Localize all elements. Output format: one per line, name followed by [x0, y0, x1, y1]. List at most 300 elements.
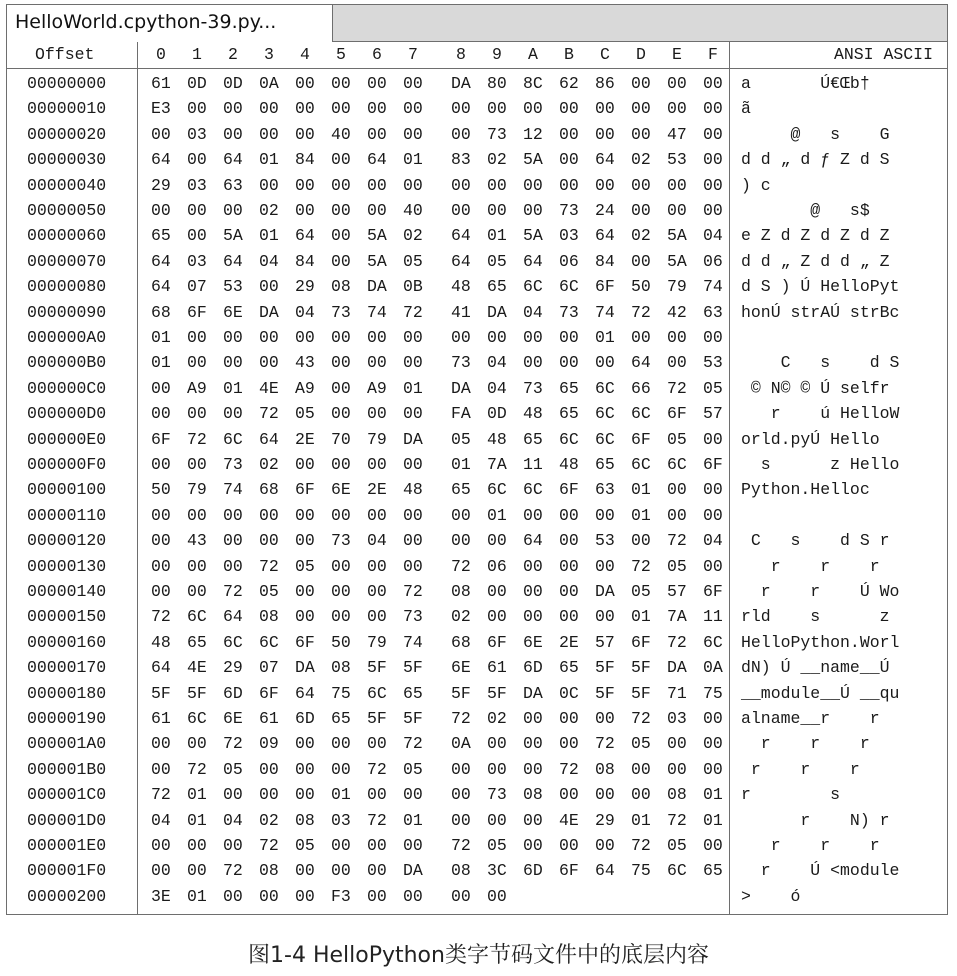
hex-byte[interactable]: 73 — [559, 302, 579, 322]
hex-byte[interactable]: 48 — [559, 455, 579, 474]
hex-byte[interactable]: 01 — [151, 353, 171, 373]
hex-byte[interactable]: 00 — [331, 226, 351, 246]
hex-byte[interactable]: 53 — [703, 353, 723, 373]
hex-byte[interactable]: 01 — [187, 886, 207, 906]
hex-byte[interactable]: 72 — [631, 709, 651, 728]
hex-byte[interactable]: 01 — [487, 505, 507, 525]
hex-byte[interactable]: 00 — [595, 785, 615, 805]
hex-byte[interactable]: 00 — [331, 734, 351, 754]
hex-byte[interactable]: 00 — [487, 582, 507, 601]
hex-byte[interactable]: 5F — [631, 658, 651, 678]
row-ascii[interactable]: r ú HelloW — [741, 404, 900, 424]
hex-byte[interactable]: 64 — [223, 150, 243, 170]
hex-byte[interactable]: 64 — [151, 277, 171, 297]
hex-byte[interactable]: 00 — [703, 124, 723, 144]
hex-byte[interactable]: 5A — [223, 226, 243, 246]
hex-byte[interactable]: 00 — [223, 404, 243, 424]
hex-byte[interactable]: 02 — [631, 150, 651, 170]
hex-byte[interactable]: 01 — [487, 226, 507, 246]
hex-byte[interactable]: 83 — [451, 150, 471, 170]
hex-byte[interactable]: 01 — [331, 785, 351, 805]
hex-byte[interactable]: 0D — [187, 74, 207, 93]
hex-byte[interactable]: 09 — [259, 734, 279, 754]
hex-byte[interactable]: 00 — [187, 582, 207, 601]
hex-byte[interactable]: 57 — [667, 582, 687, 601]
hex-byte[interactable]: 43 — [295, 353, 315, 373]
hex-byte[interactable]: 72 — [223, 582, 243, 601]
hex-byte[interactable]: 00 — [151, 556, 171, 576]
hex-byte[interactable]: 00 — [367, 175, 387, 195]
hex-byte[interactable]: 00 — [295, 175, 315, 195]
hex-byte[interactable]: 00 — [331, 759, 351, 779]
hex-byte[interactable]: 07 — [259, 658, 279, 678]
hex-byte[interactable]: 00 — [559, 836, 579, 855]
hex-byte[interactable]: 00 — [595, 124, 615, 144]
hex-byte[interactable]: 5A — [667, 226, 687, 246]
hex-byte[interactable]: 50 — [151, 480, 171, 500]
hex-byte[interactable]: 00 — [451, 124, 471, 144]
hex-byte[interactable]: 50 — [631, 277, 651, 297]
hex-byte[interactable]: 6F — [559, 480, 579, 500]
hex-byte[interactable]: 00 — [187, 150, 207, 170]
hex-byte[interactable]: 72 — [367, 810, 387, 830]
hex-byte[interactable]: 00 — [523, 556, 543, 576]
hex-byte[interactable]: 64 — [151, 251, 171, 271]
hex-byte[interactable]: 48 — [487, 429, 507, 449]
row-ascii[interactable]: honÚ strAÚ strBc — [741, 302, 900, 322]
hex-byte[interactable]: 05 — [667, 836, 687, 855]
row-ascii[interactable]: __module__Ú __qu — [741, 683, 900, 703]
hex-byte[interactable]: 00 — [487, 328, 507, 347]
hex-byte[interactable]: 72 — [631, 302, 651, 322]
hex-byte[interactable]: 5A — [523, 226, 543, 246]
hex-byte[interactable]: 41 — [451, 302, 471, 322]
hex-byte[interactable]: 57 — [595, 632, 615, 652]
hex-byte[interactable]: E3 — [151, 99, 171, 119]
hex-byte[interactable]: 11 — [523, 455, 543, 474]
hex-byte[interactable]: 6F — [187, 302, 207, 322]
hex-byte[interactable]: 00 — [295, 74, 315, 93]
hex-byte[interactable]: 00 — [331, 328, 351, 347]
hex-byte[interactable]: 00 — [367, 328, 387, 347]
hex-byte[interactable]: 72 — [187, 759, 207, 779]
hex-byte[interactable]: 00 — [295, 99, 315, 119]
hex-byte[interactable]: 00 — [703, 150, 723, 170]
row-ascii[interactable]: s z Hello — [741, 455, 900, 474]
hex-byte[interactable]: 00 — [403, 455, 423, 474]
hex-byte[interactable]: 00 — [595, 99, 615, 119]
hex-byte[interactable]: 00 — [367, 455, 387, 474]
hex-byte[interactable]: 01 — [631, 480, 651, 500]
hex-byte[interactable]: 00 — [295, 886, 315, 906]
hex-byte[interactable]: 00 — [331, 836, 351, 855]
hex-byte[interactable]: 00 — [367, 353, 387, 373]
hex-byte[interactable]: 6D — [523, 861, 543, 881]
hex-byte[interactable]: 74 — [703, 277, 723, 297]
hex-byte[interactable]: 05 — [403, 759, 423, 779]
hex-byte[interactable]: 00 — [403, 556, 423, 576]
hex-byte[interactable]: 00 — [703, 328, 723, 347]
hex-byte[interactable]: 6C — [367, 683, 387, 703]
hex-byte[interactable]: 6C — [559, 277, 579, 297]
hex-byte[interactable]: 5F — [403, 709, 423, 728]
hex-byte[interactable]: 00 — [259, 886, 279, 906]
hex-byte[interactable]: 00 — [667, 734, 687, 754]
hex-byte[interactable]: 72 — [151, 785, 171, 805]
hex-byte[interactable]: 04 — [523, 302, 543, 322]
hex-byte[interactable]: A9 — [187, 378, 207, 398]
hex-byte[interactable]: 05 — [631, 582, 651, 601]
hex-byte[interactable]: 00 — [559, 734, 579, 754]
hex-byte[interactable]: 01 — [187, 810, 207, 830]
hex-byte[interactable]: 72 — [259, 836, 279, 855]
hex-byte[interactable]: 79 — [367, 632, 387, 652]
hex-byte[interactable]: 00 — [403, 353, 423, 373]
hex-byte[interactable]: 65 — [331, 709, 351, 728]
hex-byte[interactable]: 00 — [703, 709, 723, 728]
hex-byte[interactable]: 00 — [331, 251, 351, 271]
hex-byte[interactable]: 08 — [331, 277, 351, 297]
hex-byte[interactable]: 03 — [187, 251, 207, 271]
hex-byte[interactable]: 01 — [451, 455, 471, 474]
hex-byte[interactable]: 5A — [367, 226, 387, 246]
hex-byte[interactable]: 6F — [703, 455, 723, 474]
hex-byte[interactable]: 00 — [703, 99, 723, 119]
hex-byte[interactable]: 80 — [487, 74, 507, 93]
hex-byte[interactable]: 00 — [487, 810, 507, 830]
hex-byte[interactable]: 00 — [295, 861, 315, 881]
hex-byte[interactable]: 00 — [595, 175, 615, 195]
hex-byte[interactable]: 00 — [703, 201, 723, 220]
hex-byte[interactable]: DA — [295, 658, 315, 678]
hex-byte[interactable]: 12 — [523, 124, 543, 144]
hex-byte[interactable]: 00 — [259, 124, 279, 144]
hex-byte[interactable]: 65 — [559, 404, 579, 424]
hex-byte[interactable]: 00 — [523, 353, 543, 373]
hex-byte[interactable]: 00 — [631, 328, 651, 347]
hex-byte[interactable]: 65 — [559, 658, 579, 678]
hex-byte[interactable]: FA — [451, 404, 471, 424]
hex-byte[interactable]: 00 — [259, 531, 279, 551]
hex-byte[interactable]: 72 — [451, 709, 471, 728]
hex-byte[interactable]: 72 — [403, 734, 423, 754]
hex-byte[interactable]: 00 — [631, 531, 651, 551]
hex-byte[interactable]: 00 — [187, 226, 207, 246]
hex-byte[interactable]: 00 — [523, 505, 543, 525]
hex-byte[interactable]: 00 — [595, 836, 615, 855]
hex-byte[interactable]: 00 — [331, 378, 351, 398]
hex-byte[interactable]: 00 — [403, 124, 423, 144]
row-ascii[interactable]: alname__r r — [741, 709, 880, 728]
hex-byte[interactable]: 00 — [331, 74, 351, 93]
hex-byte[interactable]: 00 — [331, 455, 351, 474]
hex-byte[interactable]: 72 — [631, 556, 651, 576]
row-ascii[interactable]: d S ) Ú HelloPyt — [741, 277, 900, 297]
hex-byte[interactable]: 84 — [595, 251, 615, 271]
row-ascii[interactable]: © N© © Ú selfr — [741, 378, 890, 398]
hex-byte[interactable]: 01 — [703, 810, 723, 830]
hex-byte[interactable]: 00 — [367, 556, 387, 576]
hex-byte[interactable]: 75 — [703, 683, 723, 703]
hex-byte[interactable]: 00 — [559, 328, 579, 347]
hex-byte[interactable]: 57 — [703, 404, 723, 424]
hex-byte[interactable]: DA — [403, 429, 423, 449]
hex-byte[interactable]: 5F — [367, 658, 387, 678]
hex-byte[interactable]: 00 — [403, 785, 423, 805]
hex-byte[interactable]: 00 — [451, 785, 471, 805]
hex-byte[interactable]: 00 — [631, 124, 651, 144]
hex-byte[interactable]: 00 — [559, 607, 579, 627]
hex-byte[interactable]: 64 — [295, 226, 315, 246]
hex-byte[interactable]: 64 — [259, 429, 279, 449]
hex-byte[interactable]: DA — [403, 861, 423, 881]
hex-byte[interactable]: 61 — [151, 709, 171, 728]
hex-byte[interactable]: 00 — [451, 810, 471, 830]
hex-byte[interactable]: A9 — [295, 378, 315, 398]
hex-byte[interactable]: 05 — [295, 836, 315, 855]
hex-byte[interactable]: 00 — [367, 582, 387, 601]
hex-byte[interactable]: 02 — [451, 607, 471, 627]
hex-byte[interactable]: 08 — [451, 582, 471, 601]
hex-byte[interactable]: 0A — [451, 734, 471, 754]
hex-byte[interactable]: 5F — [595, 658, 615, 678]
hex-byte[interactable]: 01 — [631, 505, 651, 525]
hex-byte[interactable]: 00 — [451, 328, 471, 347]
hex-byte[interactable]: 00 — [703, 836, 723, 855]
row-ascii[interactable]: C s d S — [741, 353, 900, 373]
hex-byte[interactable]: 05 — [667, 556, 687, 576]
hex-byte[interactable]: 72 — [595, 734, 615, 754]
row-ascii[interactable]: a Ú€Œb† — [741, 74, 870, 93]
row-ascii[interactable]: ) c — [741, 175, 771, 195]
hex-byte[interactable]: 00 — [451, 531, 471, 551]
hex-byte[interactable]: 61 — [487, 658, 507, 678]
hex-byte[interactable]: 6C — [223, 632, 243, 652]
hex-byte[interactable]: 00 — [667, 175, 687, 195]
row-ascii[interactable]: rld s z — [741, 607, 890, 627]
hex-byte[interactable]: 00 — [151, 759, 171, 779]
hex-byte[interactable]: 6C — [631, 455, 651, 474]
hex-byte[interactable]: 50 — [331, 632, 351, 652]
hex-byte[interactable]: 00 — [451, 99, 471, 119]
hex-byte[interactable]: 00 — [187, 556, 207, 576]
hex-byte[interactable]: 00 — [403, 505, 423, 525]
row-ascii[interactable]: r r r — [741, 556, 880, 576]
hex-byte[interactable]: 6F — [631, 632, 651, 652]
row-ascii[interactable]: HelloPython.Worl — [741, 632, 900, 652]
hex-byte[interactable]: 00 — [451, 505, 471, 525]
hex-byte[interactable]: 00 — [295, 455, 315, 474]
hex-byte[interactable]: 00 — [295, 505, 315, 525]
hex-byte[interactable]: 00 — [331, 861, 351, 881]
hex-byte[interactable]: 00 — [259, 759, 279, 779]
hex-byte[interactable]: 00 — [667, 201, 687, 220]
hex-byte[interactable]: 6D — [523, 658, 543, 678]
hex-byte[interactable]: 00 — [151, 861, 171, 881]
hex-byte[interactable]: 6F — [295, 480, 315, 500]
hex-byte[interactable]: 01 — [151, 328, 171, 347]
hex-byte[interactable]: 05 — [703, 378, 723, 398]
hex-byte[interactable]: 72 — [259, 556, 279, 576]
hex-byte[interactable]: 72 — [667, 378, 687, 398]
hex-byte[interactable]: 05 — [631, 734, 651, 754]
hex-byte[interactable]: 00 — [367, 861, 387, 881]
hex-byte[interactable]: 00 — [259, 277, 279, 297]
hex-byte[interactable]: 65 — [451, 480, 471, 500]
hex-byte[interactable]: 00 — [703, 759, 723, 779]
hex-byte[interactable]: 03 — [559, 226, 579, 246]
hex-byte[interactable]: 73 — [403, 607, 423, 627]
hex-byte[interactable]: 00 — [631, 251, 651, 271]
row-ascii[interactable]: r N) r — [741, 810, 890, 830]
hex-byte[interactable]: 00 — [595, 353, 615, 373]
hex-byte[interactable]: 00 — [631, 175, 651, 195]
hex-byte[interactable]: 00 — [703, 734, 723, 754]
row-ascii[interactable]: r r r — [741, 759, 860, 779]
hex-byte[interactable]: 00 — [403, 99, 423, 119]
hex-byte[interactable]: 00 — [523, 607, 543, 627]
hex-byte[interactable]: 62 — [559, 74, 579, 93]
hex-byte[interactable]: 63 — [223, 175, 243, 195]
hex-byte[interactable]: 68 — [151, 302, 171, 322]
hex-byte[interactable]: 73 — [487, 124, 507, 144]
hex-byte[interactable]: 00 — [631, 74, 651, 93]
hex-byte[interactable]: 00 — [403, 531, 423, 551]
hex-byte[interactable]: DA — [451, 378, 471, 398]
hex-byte[interactable]: 00 — [151, 124, 171, 144]
hex-byte[interactable]: 61 — [259, 709, 279, 728]
hex-byte[interactable]: 6C — [667, 455, 687, 474]
hex-byte[interactable]: 00 — [295, 785, 315, 805]
hex-byte[interactable]: 00 — [295, 328, 315, 347]
hex-byte[interactable]: 00 — [187, 99, 207, 119]
hex-byte[interactable]: 00 — [631, 201, 651, 220]
hex-byte[interactable]: 64 — [595, 226, 615, 246]
hex-byte[interactable]: 40 — [403, 201, 423, 220]
hex-byte[interactable]: 04 — [223, 810, 243, 830]
hex-byte[interactable]: DA — [667, 658, 687, 678]
hex-byte[interactable]: 6C — [559, 429, 579, 449]
row-ascii[interactable]: d d „ d ƒ Z d S — [741, 150, 890, 170]
hex-byte[interactable]: 00 — [367, 607, 387, 627]
hex-byte[interactable]: 6F — [487, 632, 507, 652]
hex-byte[interactable]: 00 — [703, 556, 723, 576]
hex-byte[interactable]: 65 — [403, 683, 423, 703]
hex-byte[interactable]: 00 — [367, 886, 387, 906]
hex-byte[interactable]: 72 — [667, 810, 687, 830]
hex-byte[interactable]: 71 — [667, 683, 687, 703]
hex-byte[interactable]: 66 — [631, 378, 651, 398]
hex-byte[interactable]: 6C — [187, 709, 207, 728]
hex-byte[interactable]: 00 — [595, 709, 615, 728]
hex-byte[interactable]: 00 — [523, 175, 543, 195]
hex-byte[interactable]: 72 — [259, 404, 279, 424]
hex-byte[interactable]: 05 — [403, 251, 423, 271]
hex-byte[interactable]: 00 — [223, 886, 243, 906]
hex-byte[interactable]: 6C — [595, 378, 615, 398]
hex-byte[interactable]: 5F — [403, 658, 423, 678]
hex-byte[interactable]: 02 — [487, 150, 507, 170]
hex-byte[interactable]: 00 — [451, 201, 471, 220]
hex-byte[interactable]: 00 — [523, 836, 543, 855]
hex-byte[interactable]: 6F — [295, 632, 315, 652]
hex-byte[interactable]: 00 — [595, 607, 615, 627]
hex-byte[interactable]: 00 — [559, 582, 579, 601]
hex-byte[interactable]: DA — [259, 302, 279, 322]
hex-byte[interactable]: 00 — [259, 328, 279, 347]
hex-byte[interactable]: 03 — [187, 124, 207, 144]
hex-byte[interactable]: 00 — [295, 531, 315, 551]
row-ascii[interactable]: dN) Ú __name__Ú — [741, 658, 890, 678]
hex-byte[interactable]: 0A — [259, 74, 279, 93]
hex-byte[interactable]: 6E — [451, 658, 471, 678]
hex-byte[interactable]: 01 — [703, 785, 723, 805]
hex-byte[interactable]: 00 — [667, 480, 687, 500]
hex-byte[interactable]: 00 — [295, 582, 315, 601]
hex-byte[interactable]: 6C — [595, 429, 615, 449]
hex-byte[interactable]: 00 — [403, 404, 423, 424]
hex-byte[interactable]: 00 — [223, 201, 243, 220]
hex-byte[interactable]: 00 — [151, 455, 171, 474]
hex-byte[interactable]: 00 — [331, 150, 351, 170]
hex-byte[interactable]: 0B — [403, 277, 423, 297]
row-ascii[interactable]: > ó — [741, 886, 801, 906]
hex-byte[interactable]: 06 — [559, 251, 579, 271]
hex-byte[interactable]: 6F — [259, 683, 279, 703]
hex-byte[interactable]: 00 — [523, 709, 543, 728]
hex-byte[interactable]: 02 — [259, 201, 279, 220]
hex-byte[interactable]: 00 — [703, 480, 723, 500]
hex-byte[interactable]: 00 — [223, 353, 243, 373]
hex-byte[interactable]: 5F — [151, 683, 171, 703]
row-ascii[interactable]: C s d S r — [741, 531, 890, 551]
hex-byte[interactable]: 5F — [487, 683, 507, 703]
hex-byte[interactable]: 02 — [259, 810, 279, 830]
hex-byte[interactable]: 8C — [523, 74, 543, 93]
hex-byte[interactable]: 74 — [403, 632, 423, 652]
hex-byte[interactable]: 72 — [403, 582, 423, 601]
hex-byte[interactable]: 64 — [367, 150, 387, 170]
hex-byte[interactable]: 05 — [259, 582, 279, 601]
hex-byte[interactable]: 00 — [223, 99, 243, 119]
hex-byte[interactable]: 05 — [667, 429, 687, 449]
hex-byte[interactable]: 00 — [595, 505, 615, 525]
hex-byte[interactable]: 64 — [295, 683, 315, 703]
hex-byte[interactable]: 00 — [331, 404, 351, 424]
hex-byte[interactable]: 00 — [259, 785, 279, 805]
hex-byte[interactable]: 6C — [187, 607, 207, 627]
hex-byte[interactable]: 64 — [451, 251, 471, 271]
hex-byte[interactable]: 72 — [631, 836, 651, 855]
hex-byte[interactable]: 6D — [295, 709, 315, 728]
hex-byte[interactable]: 00 — [151, 836, 171, 855]
hex-byte[interactable]: 00 — [331, 201, 351, 220]
hex-byte[interactable]: 00 — [451, 886, 471, 906]
hex-byte[interactable]: 00 — [559, 505, 579, 525]
hex-byte[interactable]: 00 — [667, 74, 687, 93]
hex-byte[interactable]: 72 — [223, 861, 243, 881]
hex-byte[interactable]: 00 — [523, 810, 543, 830]
hex-byte[interactable]: DA — [367, 277, 387, 297]
hex-byte[interactable]: 00 — [403, 886, 423, 906]
hex-byte[interactable]: 6F — [631, 429, 651, 449]
hex-byte[interactable]: 40 — [331, 124, 351, 144]
file-tab[interactable]: HelloWorld.cpython-39.py... — [6, 4, 333, 42]
hex-byte[interactable]: 00 — [187, 201, 207, 220]
hex-byte[interactable]: 02 — [259, 455, 279, 474]
hex-byte[interactable]: 04 — [295, 302, 315, 322]
hex-byte[interactable]: 08 — [451, 861, 471, 881]
